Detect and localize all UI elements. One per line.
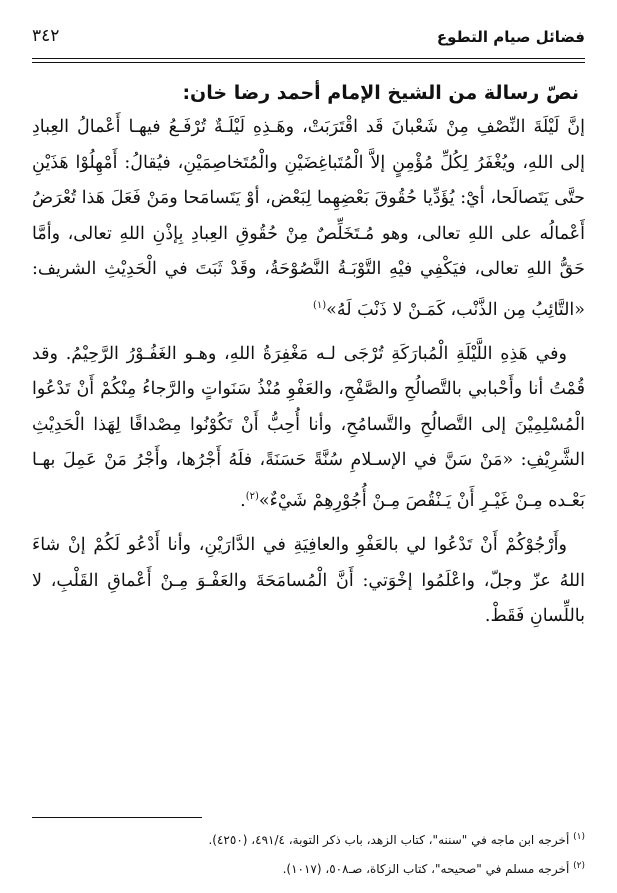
footnote-1: [32, 824, 585, 853]
paragraph-2-end: .: [240, 490, 246, 511]
header-rule-thin: [32, 62, 585, 63]
footnote-separator: [32, 817, 202, 818]
paragraph-2-text: وفي هَذِهِ اللَّيْلَةِ الْمُبارَكَةِ تُرْجَى لـه مَغْفِرَةُ اللهِ، وهـو الغَفُـوْرُ الرَّحِيْمُ. وقد قُمْتُ أنا وأَحْبابي بالتَّصالُحِ والصَّفْحِ، والعَفْوِ مُنْذُ سَنَواتٍ والرَّجاءُ مِنْكُمْ أَنْ تَدْعُوا الْمُسْلِمِيْنَ إلى التَّصالُحِ والتَّسامُحِ، وأنا أُحِبُّ أَنْ تَكُوْنُوا مِصْداقًا لِهَذا الْحَدِيْثِ الشَّرِيْفِ: «مَنْ سَنَّ في الإسـلامِ سُنَّةً حَسَنَةً، فلَهُ أَجْرُها، وأَجْرُ مَنْ عَمِلَ بهـا بَعْـده مِـنْ غَيْـرِ أَنْ يَـنْقُصَ مِـنْ أُجُوْرِهِمْ شَيْءٌ»: [32, 343, 585, 511]
header-rule-thick: [32, 58, 585, 59]
page-header: [32, 22, 585, 52]
footnote-1-mark: (١): [573, 832, 585, 842]
footnote-ref-2: (٢): [245, 490, 259, 502]
paragraph-1: [32, 110, 585, 328]
footnote-1-text: أخرجه ابن ماجه في "سننه"، كتاب الزهد، باب ذكر التوبة، ٤٩١/٤، (٤٢٥٠).: [208, 833, 570, 847]
paragraph-2: [32, 337, 585, 519]
main-text: [32, 78, 585, 635]
footnotes: [32, 824, 585, 882]
running-title: فضائل صيام التطوع: [436, 28, 585, 46]
paragraph-3: وأَرْجُوْكُمْ أَنْ تَدْعُوا لي بالعَفْوِ والعافِيَةِ في الدَّارَيْنِ، وأنا أَدْعُو لَكُمْ إنْ شاءَ اللهُ عزّ وجلّ، واعْلَمُوا إخْوَتي: أَنَّ الْمُسامَحَةَ والعَفْـوَ مِـنْ أَعْماقِ القَلْبِ، لا باللِّسانِ فَقَطْ.: [32, 535, 585, 627]
paragraph-1-text: إنَّ لَيْلَةَ النِّصْفِ مِنْ شَعْبانَ قَد اقْتَرَبَتْ، وهَـذِهِ لَيْلَـةٌ تُرْفَـعُ فيهـا أَعْمالُ العِبادِ إلى اللهِ، ويُغْفَرُ لِكُلِّ مُؤْمِنٍ إلاَّ الْمُتَباغِضَيْنِ والْمُتَخاصِمَيْنِ، فيُقالُ: أَمْهِلُوْا هَذَيْنِ حتَّى يَتَصالَحا، أيْ: يُؤَدِّيا حُقُوقَ بَعْضِهِما لِبَعْض، أوْ يَتَسامَحا ومَنْ فَعَلَ هَذا تُعْرَضُ أَعْمالُه على اللهِ تعالى، وهو مُـتَخَلِّصٌ مِنْ حُقُوقِ العِبادِ بِإذْنِ اللهِ تعالى، وأمَّا حَقُّ اللهِ تعالى، فيَكْفِي فيْهِ التَّوْبَـةُ النَّصُوْحَةُ، وقَدْ ثَبَتَ في الْحَدِيْثِ الشريف: «التَّائِبُ مِن الذَّنْب، كَمَـنْ لا ذَنْبَ لَهُ»: [32, 117, 585, 320]
footnote-2-mark: (٢): [573, 861, 585, 871]
page-number: ٣٤٢: [32, 26, 60, 46]
footnote-2-text: أخرجه مسلم في "صحيحه"، كتاب الزكاة، صـ٥٠٨، (١٠١٧).: [282, 862, 570, 876]
footnote-ref-1: (١): [312, 299, 327, 311]
footnote-2: [32, 853, 585, 882]
section-heading: نصّ رسالة من الشيخ الإمام أحمد رضا خان:: [182, 82, 579, 104]
